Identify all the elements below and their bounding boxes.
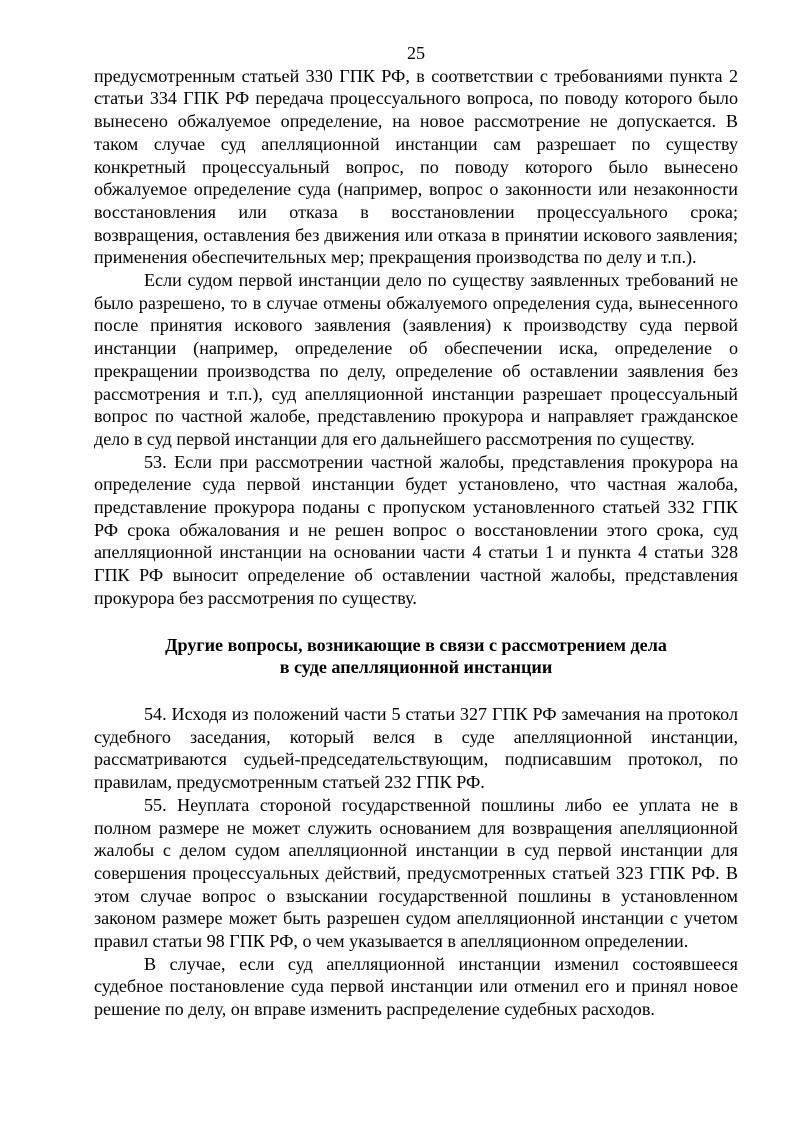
section-heading-line-1: Другие вопросы, возникающие в связи с рассмотрением дела <box>165 634 667 655</box>
paragraph-55: 55. Неуплата стороной государственной пошлины либо ее уплата не в полном размере не может служить основанием для возвращения апелляционной жалобы с делом судом апелляционной инстанции в суд первой инстанции для совершения процессуальных действий, предусмотренных статьей 323 ГПК РФ. В этом случае вопрос о взыскании государственной пошлины в установленном законом размере может быть разрешен судом апелляционной инстанции с учетом правил статьи 98 ГПК РФ, о чем указывается в апелляционном определении. <box>94 794 738 952</box>
paragraph-52-continuation: предусмотренным статьей 330 ГПК РФ, в соответствии с требованиями пункта 2 статьи 334 ГПК РФ передача процессуального вопроса, по поводу которого было вынесено обжалуемое определение, на новое рассмотрение не допускается. В таком случае суд апелляционной инстанции сам разрешает по существу конкретный процессуальный вопрос, по поводу которого было вынесено обжалуемое определение суда (например, вопрос о законности или незаконности восстановления или отказа в восстановлении процессуального срока; возвращения, оставления без движения или отказа в принятии искового заявления; применения обеспечительных мер; прекращения производства по делу и т.п.). <box>94 65 738 268</box>
section-heading <box>94 634 738 679</box>
paragraph-53: 53. Если при рассмотрении частной жалобы, представления прокурора на определение суда первой инстанции будет установлено, что частная жалоба, представление прокурора поданы с пропуском установленного статьей 332 ГПК РФ срока обжалования и не решен вопрос о восстановлении этого срока, суд апелляционной инстанции на основании части 4 статьи 1 и пункта 4 статьи 328 ГПК РФ выносит определение об оставлении частной жалобы, представления прокурора без рассмотрения по существу. <box>94 451 738 608</box>
paragraph-52-second-part: Если судом первой инстанции дело по существу заявленных требований не было разрешено, то в случае отмены обжалуемого определения суда, вынесенного после принятия искового заявления (заявления) к производству суда первой инстанции (например, определение об обеспечении иска, определение о прекращении производства по делу, определение об оставлении заявления без рассмотрения и т.п.), суд апелляционной инстанции разрешает процессуальный вопрос по частной жалобе, представлению прокурора и направляет гражданское дело в суд первой инстанции для его дальнейшего рассмотрения по существу. <box>94 270 738 449</box>
document-page <box>94 42 738 1021</box>
paragraph-54: 54. Исходя из положений части 5 статьи 327 ГПК РФ замечания на протокол судебного заседания, который велся в суде апелляционной инстанции, рассматриваются судьей-председательствующим, подписавшим протокол, по правилам, предусмотренным статьей 232 ГПК РФ. <box>94 703 738 793</box>
paragraph-55-continuation: В случае, если суд апелляционной инстанции изменил состоявшееся судебное постановление суда первой инстанции или отменил его и принял новое решение по делу, он вправе изменить распределение судебных расходов. <box>94 953 738 1020</box>
section-heading-line-2: в суде апелляционной инстанции <box>279 657 553 678</box>
page-number: 25 <box>406 43 426 63</box>
